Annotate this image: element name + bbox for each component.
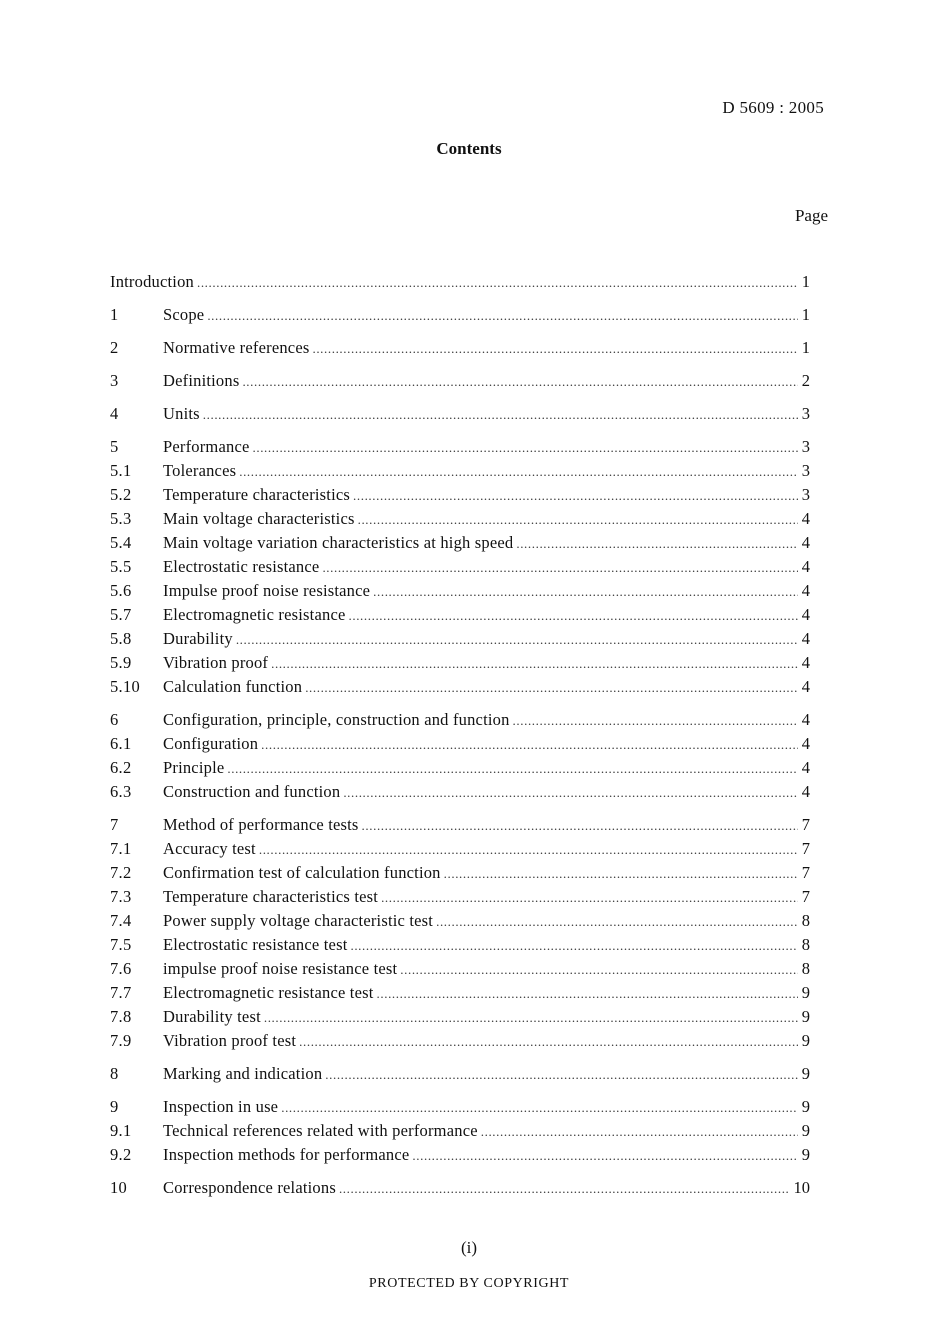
- toc-leader-dots: [227, 756, 797, 781]
- toc-entry-title: Electrostatic resistance: [163, 557, 320, 576]
- toc-entry-page: 3: [801, 461, 810, 480]
- toc-entry-title: Construction and function: [163, 782, 341, 801]
- toc-entry-title: impulse proof noise resistance test: [163, 959, 398, 978]
- toc-entry-title: Electromagnetic resistance: [163, 605, 346, 624]
- toc-leader-dots: [339, 1176, 790, 1201]
- toc-entry-number: 7: [110, 815, 119, 834]
- toc-entry-title: Main voltage characteristics: [163, 509, 355, 528]
- toc-entry-title: Marking and indication: [163, 1064, 323, 1083]
- toc-entry-page: 3: [801, 437, 810, 456]
- table-of-contents: [110, 270, 810, 1200]
- toc-entry-number: 5.3: [110, 509, 132, 528]
- toc-entry-page: 8: [801, 959, 810, 978]
- toc-entry-number: 7.8: [110, 1007, 132, 1026]
- toc-entry[interactable]: [110, 1176, 810, 1200]
- toc-entry-page: 3: [801, 485, 810, 504]
- toc-entry[interactable]: [110, 1005, 810, 1029]
- toc-leader-dots: [261, 732, 798, 757]
- toc-entry-number: 9.2: [110, 1145, 132, 1164]
- toc-entry[interactable]: [110, 270, 810, 294]
- toc-leader-dots: [350, 933, 797, 958]
- toc-entry-title: Technical references related with performance: [163, 1121, 478, 1140]
- toc-entry-number: 1: [110, 305, 119, 324]
- document-number: D 5609 : 2005: [722, 98, 824, 117]
- toc-leader-dots: [312, 336, 797, 361]
- toc-entry[interactable]: [110, 1119, 810, 1143]
- toc-entry[interactable]: [110, 813, 810, 837]
- toc-entry-number: 2: [110, 338, 119, 357]
- toc-entry-page: 1: [801, 272, 810, 291]
- toc-entry[interactable]: [110, 483, 810, 507]
- toc-entry[interactable]: [110, 336, 810, 360]
- toc-entry[interactable]: [110, 708, 810, 732]
- toc-entry[interactable]: [110, 1029, 810, 1053]
- toc-entry-page: 4: [801, 758, 810, 777]
- toc-entry-page: 4: [801, 710, 810, 729]
- toc-entry-title: Electromagnetic resistance test: [163, 983, 374, 1002]
- toc-entry-title: Configuration: [163, 734, 259, 753]
- toc-leader-dots: [236, 627, 798, 652]
- toc-entry-title: Accuracy test: [163, 839, 256, 858]
- toc-entry[interactable]: [110, 459, 810, 483]
- toc-leader-dots: [253, 435, 798, 460]
- toc-entry-number: 9.1: [110, 1121, 132, 1140]
- toc-entry-page: 9: [801, 983, 810, 1002]
- toc-entry-number: 5.7: [110, 605, 132, 624]
- toc-entry-number: 6.1: [110, 734, 132, 753]
- toc-entry-number: 5.8: [110, 629, 132, 648]
- toc-entry-title: Impulse proof noise resistance: [163, 581, 371, 600]
- toc-entry-title: Vibration proof test: [163, 1031, 297, 1050]
- toc-entry-number: 7.6: [110, 959, 132, 978]
- toc-entry-title: Durability: [163, 629, 233, 648]
- toc-entry-title: Temperature characteristics test: [163, 887, 379, 906]
- toc-leader-dots: [444, 861, 798, 886]
- toc-leader-dots: [207, 303, 797, 328]
- toc-entry-page: 1: [801, 305, 810, 324]
- toc-leader-dots: [349, 603, 798, 628]
- toc-entry[interactable]: [110, 780, 810, 804]
- toc-entry[interactable]: [110, 1095, 810, 1119]
- toc-leader-dots: [377, 981, 798, 1006]
- toc-entry[interactable]: [110, 603, 810, 627]
- toc-entry-number: 5.9: [110, 653, 132, 672]
- toc-entry-page: 4: [801, 734, 810, 753]
- toc-entry-title: Scope: [163, 305, 205, 324]
- toc-entry-title: Calculation function: [163, 677, 303, 696]
- toc-entry-number: 6: [110, 710, 119, 729]
- toc-leader-dots: [305, 675, 798, 700]
- toc-entry-page: 4: [801, 533, 810, 552]
- toc-leader-dots: [362, 813, 798, 838]
- toc-entry-title: Temperature characteristics: [163, 485, 351, 504]
- toc-entry-number: 7.4: [110, 911, 132, 930]
- toc-entry[interactable]: [110, 756, 810, 780]
- toc-leader-dots: [239, 459, 798, 484]
- toc-leader-dots: [381, 885, 798, 910]
- toc-entry-page: 3: [801, 404, 810, 423]
- toc-entry-page: 9: [801, 1097, 810, 1116]
- toc-leader-dots: [353, 483, 798, 508]
- toc-entry-page: 7: [801, 839, 810, 858]
- toc-entry[interactable]: [110, 861, 810, 885]
- toc-leader-dots: [203, 402, 798, 427]
- toc-entry-title: Main voltage variation characteristics at high speed: [163, 533, 514, 552]
- toc-entry-title: Principle: [163, 758, 225, 777]
- toc-entry-page: 4: [801, 629, 810, 648]
- toc-entry-number: 5.6: [110, 581, 132, 600]
- toc-entry[interactable]: [110, 732, 810, 756]
- toc-entry-number: 5.1: [110, 461, 132, 480]
- toc-entry[interactable]: [110, 675, 810, 699]
- toc-entry-page: 8: [801, 911, 810, 930]
- toc-entry[interactable]: [110, 651, 810, 675]
- toc-entry-number: 6.3: [110, 782, 132, 801]
- toc-leader-dots: [481, 1119, 798, 1144]
- toc-entry[interactable]: [110, 885, 810, 909]
- toc-entry-number: 8: [110, 1064, 119, 1083]
- toc-entry-title: Electrostatic resistance test: [163, 935, 348, 954]
- toc-leader-dots: [271, 651, 798, 676]
- toc-entry-page: 4: [801, 653, 810, 672]
- toc-entry-page: 1: [801, 338, 810, 357]
- toc-leader-dots: [197, 270, 798, 295]
- toc-entry[interactable]: [110, 1143, 810, 1167]
- toc-entry-number: 5: [110, 437, 119, 456]
- toc-entry-page: 9: [801, 1121, 810, 1140]
- toc-entry-number: 7.9: [110, 1031, 132, 1050]
- toc-entry-page: 4: [801, 557, 810, 576]
- toc-leader-dots: [281, 1095, 798, 1120]
- toc-entry-title: Normative references: [163, 338, 310, 357]
- toc-entry-page: 4: [801, 605, 810, 624]
- toc-leader-dots: [436, 909, 798, 934]
- toc-entry-title: Definitions: [163, 371, 240, 390]
- toc-entry[interactable]: [110, 981, 810, 1005]
- toc-entry[interactable]: [110, 507, 810, 531]
- toc-entry-number: 7.5: [110, 935, 132, 954]
- toc-entry-title: Correspondence relations: [163, 1178, 336, 1197]
- toc-entry-number: 4: [110, 404, 119, 423]
- copyright-notice: PROTECTED BY COPYRIGHT: [368, 1276, 570, 1291]
- toc-entry-title: Method of performance tests: [163, 815, 359, 834]
- toc-leader-dots: [343, 780, 797, 805]
- toc-entry-title: Tolerances: [163, 461, 237, 480]
- toc-entry-title: Inspection in use: [163, 1097, 279, 1116]
- toc-entry[interactable]: [110, 1062, 810, 1086]
- toc-leader-dots: [400, 957, 797, 982]
- toc-entry-page: 4: [801, 509, 810, 528]
- toc-entry-number: 5.5: [110, 557, 132, 576]
- toc-entry-page: 8: [801, 935, 810, 954]
- toc-entry-number: 9: [110, 1097, 119, 1116]
- toc-leader-dots: [299, 1029, 798, 1054]
- toc-entry-number: 10: [110, 1178, 128, 1197]
- toc-entry[interactable]: [110, 435, 810, 459]
- toc-entry-page: 7: [801, 815, 810, 834]
- toc-leader-dots: [513, 708, 798, 733]
- footer-page-number: (i): [460, 1238, 478, 1257]
- toc-entry-page: 9: [801, 1007, 810, 1026]
- toc-entry-number: 5.4: [110, 533, 132, 552]
- toc-leader-dots: [325, 1062, 797, 1087]
- toc-leader-dots: [358, 507, 798, 532]
- toc-leader-dots: [322, 555, 797, 580]
- toc-entry-page: 4: [801, 782, 810, 801]
- toc-entry-number: 3: [110, 371, 119, 390]
- toc-entry[interactable]: [110, 555, 810, 579]
- toc-entry-number: 7.7: [110, 983, 132, 1002]
- toc-entry-number: 7.1: [110, 839, 132, 858]
- toc-entry-page: 9: [801, 1145, 810, 1164]
- toc-entry-number: 6.2: [110, 758, 132, 777]
- toc-leader-dots: [259, 837, 798, 862]
- toc-entry-title: Units: [163, 404, 200, 423]
- toc-entry-title: Durability test: [163, 1007, 261, 1026]
- toc-entry[interactable]: [110, 933, 810, 957]
- toc-entry[interactable]: [110, 579, 810, 603]
- toc-entry-page: 4: [801, 677, 810, 696]
- toc-entry[interactable]: [110, 627, 810, 651]
- toc-entry-title: Inspection methods for performance: [163, 1145, 410, 1164]
- toc-entry-title: Introduction: [110, 272, 194, 291]
- toc-leader-dots: [412, 1143, 797, 1168]
- toc-entry-number: 5.2: [110, 485, 132, 504]
- toc-entry-page: 10: [793, 1178, 810, 1197]
- toc-leader-dots: [242, 369, 797, 394]
- toc-entry-title: Power supply voltage characteristic test: [163, 911, 434, 930]
- toc-entry-page: 7: [801, 863, 810, 882]
- toc-entry-number: 7.2: [110, 863, 132, 882]
- toc-leader-dots: [516, 531, 797, 556]
- toc-entry-page: 9: [801, 1064, 810, 1083]
- toc-leader-dots: [373, 579, 798, 604]
- toc-entry[interactable]: [110, 303, 810, 327]
- toc-entry-page: 4: [801, 581, 810, 600]
- toc-entry-page: 7: [801, 887, 810, 906]
- page-column-label: Page: [794, 206, 828, 225]
- toc-entry[interactable]: [110, 369, 810, 393]
- toc-entry[interactable]: [110, 531, 810, 555]
- toc-entry[interactable]: [110, 957, 810, 981]
- toc-entry[interactable]: [110, 837, 810, 861]
- toc-entry-number: 5.10: [110, 677, 141, 696]
- toc-entry[interactable]: [110, 402, 810, 426]
- toc-entry-page: 9: [801, 1031, 810, 1050]
- toc-entry-title: Performance: [163, 437, 250, 456]
- toc-entry-title: Confirmation test of calculation function: [163, 863, 441, 882]
- contents-title: Contents: [436, 139, 502, 158]
- toc-entry[interactable]: [110, 909, 810, 933]
- toc-entry-page: 2: [801, 371, 810, 390]
- toc-entry-title: Vibration proof: [163, 653, 269, 672]
- toc-entry-number: 7.3: [110, 887, 132, 906]
- toc-entry-title: Configuration, principle, construction and function: [163, 710, 510, 729]
- toc-leader-dots: [264, 1005, 798, 1030]
